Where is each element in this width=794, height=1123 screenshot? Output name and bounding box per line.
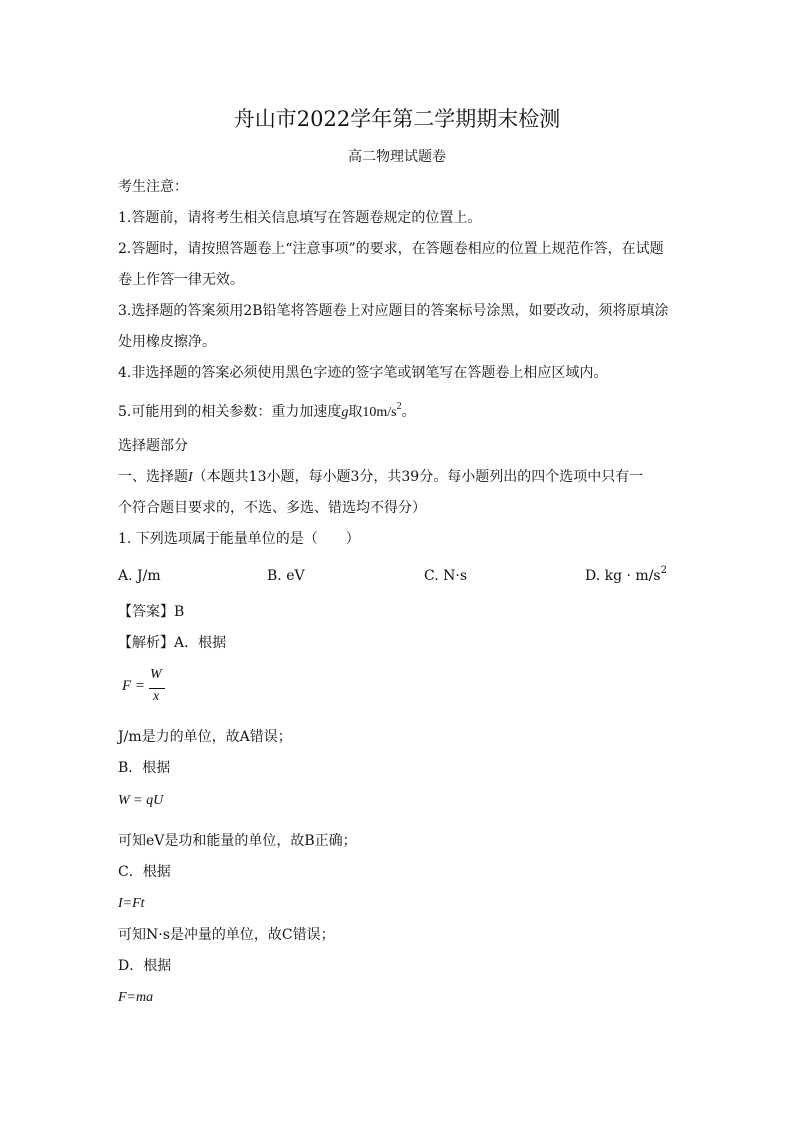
section-heading-prefix: 一、选择题 bbox=[118, 469, 188, 485]
option-d-formula: F=ma bbox=[118, 990, 154, 1005]
section-heading-roman: I bbox=[188, 470, 193, 485]
option-a: A. J/m bbox=[118, 568, 161, 584]
page-title: 舟山市2022学年第二学期期末检测 bbox=[233, 107, 561, 131]
option-c-conclusion: 可知N·s是冲量的单位，故C错误； bbox=[118, 927, 335, 943]
option-c-formula: I=Ft bbox=[118, 896, 145, 911]
section-heading-line-2: 个符合题目要求的，不选、多选、错选均不得分） bbox=[118, 500, 426, 516]
notice-item-3-line-2: 处用橡皮擦净。 bbox=[118, 334, 216, 350]
notice-item-3-line-1: 3.选择题的答案须用2B铅笔将答题卷上对应题目的答案标号涂黑，如要改动，须将原填涂 bbox=[118, 303, 669, 319]
formula-numerator: W bbox=[150, 667, 162, 682]
page-subtitle: 高二物理试题卷 bbox=[348, 149, 446, 165]
notice-heading: 考生注意： bbox=[118, 179, 188, 195]
question-1-stem: 1. 下列选项属于能量单位的是（ ） bbox=[118, 531, 360, 547]
section-heading-line-1 bbox=[118, 467, 643, 488]
formula-force-work bbox=[122, 668, 182, 710]
notice-item-2-line-1: 2.答题时，请按照答题卷上“注意事项”的要求，在答题卷相应的位置上规范作答，在试题 bbox=[118, 241, 664, 257]
option-d-label: D. kg · m/s bbox=[585, 568, 661, 584]
notice-item-4: 4.非选择题的答案必须使用黑色字迹的签字笔或钢笔写在答题卷上相应区域内。 bbox=[118, 365, 608, 381]
gravity-value-exponent: 2 bbox=[396, 401, 402, 412]
option-b-intro: B．根据 bbox=[118, 760, 171, 776]
option-b: B. eV bbox=[267, 568, 305, 584]
gravity-value bbox=[362, 401, 402, 420]
notice-item-2-line-2: 卷上作答一律无效。 bbox=[118, 272, 244, 288]
option-b-formula: W = qU bbox=[118, 793, 164, 808]
gravity-value-unit: 10m/s bbox=[362, 405, 397, 420]
option-d bbox=[585, 566, 667, 586]
analysis-intro: 【解析】A．根据 bbox=[118, 635, 227, 651]
section-part-title: 选择题部分 bbox=[118, 438, 188, 454]
option-b-conclusion: 可知eV是功和能量的单位，故B正确； bbox=[118, 833, 357, 849]
gravity-variable: g bbox=[341, 405, 349, 420]
formula-denominator: x bbox=[153, 689, 160, 704]
notice-item-1: 1.答题前，请将考生相关信息填写在答题卷规定的位置上。 bbox=[118, 210, 482, 226]
option-c: C. N·s bbox=[424, 568, 467, 584]
option-c-intro: C．根据 bbox=[118, 864, 171, 880]
notice-item-5-end: 。 bbox=[401, 404, 416, 420]
answer-line: 【答案】B bbox=[118, 604, 185, 620]
option-d-exponent: 2 bbox=[660, 565, 667, 576]
notice-item-5-mid: 取 bbox=[348, 404, 363, 420]
section-heading-rest: （本题共13小题，每小题3分，共39分。每小题列出的四个选项中只有一 bbox=[192, 469, 644, 485]
option-d-intro: D．根据 bbox=[118, 958, 172, 974]
notice-item-5-prefix: 5.可能用到的相关参数：重力加速度 bbox=[118, 404, 342, 420]
notice-item-5 bbox=[118, 402, 416, 423]
option-a-conclusion: J/m是力的单位，故A错误； bbox=[118, 729, 292, 745]
formula-lhs: F = bbox=[122, 678, 146, 694]
